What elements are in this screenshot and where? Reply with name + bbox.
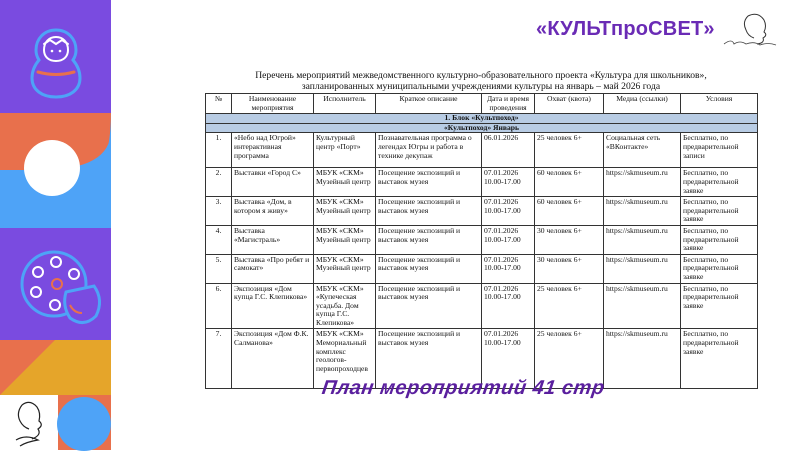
cell-cond: Бесплатно, по предварительной заявке [681,283,758,329]
col-header: Краткое описание [376,94,482,114]
cell-cond: Бесплатно, по предварительной заявке [681,168,758,197]
cell-exec: МБУК «СКМ» Мемориальный комплекс геологов-первопроходцев [314,329,376,389]
cell-desc: Посещение экспозиций и выставок музея [376,168,482,197]
cell-date: 07.01.2026 10.00-17.00 [482,168,535,197]
table-row [206,283,758,329]
table-header [206,94,758,114]
title-line-1: Перечень мероприятий межведомственного культурно-образовательного проекта «Культура для школьников», [255,70,707,81]
cell-quota: 25 человек 6+ [535,283,604,329]
cell-n: 2. [206,168,232,197]
cell-desc: Посещение экспозиций и выставок музея [376,197,482,226]
cell-media: https://skmuseum.ru [604,254,681,283]
cell-cond: Бесплатно, по предварительной записи [681,133,758,168]
col-header: Условия [681,94,758,114]
pushkin-signature-logo [716,10,788,52]
cell-n: 1. [206,133,232,168]
cell-date: 07.01.2026 10.00-17.00 [482,283,535,329]
footer-caption: План мероприятий 41 стр [320,377,607,399]
cell-quota: 30 человек 6+ [535,254,604,283]
col-header: Исполнитель [314,94,376,114]
cell-desc: Посещение экспозиций и выставок музея [376,283,482,329]
cell-desc: Посещение экспозиций и выставок музея [376,329,482,389]
cell-exec: МБУК «СКМ» Музейный центр [314,225,376,254]
title-line-2: запланированных муниципальными учреждениями культуры на январь – май 2026 года [301,81,661,92]
cell-name: Выставка «Магистраль» [232,225,314,254]
cell-media: https://skmuseum.ru [604,168,681,197]
cell-exec: МБУК «СКМ» Музейный центр [314,197,376,226]
cell-name: Выставка «Дом, в котором я живу» [232,197,314,226]
cell-media: https://skmuseum.ru [604,225,681,254]
cell-quota: 60 человек 6+ [535,197,604,226]
cell-name: Выставки «Город С» [232,168,314,197]
cell-exec: Культурный центр «Порт» [314,133,376,168]
cell-quota: 25 человек 6+ [535,329,604,389]
table-row [206,133,758,168]
cell-name: Выставка «Про ребят и самокат» [232,254,314,283]
table-row [206,225,758,254]
cell-n: 4. [206,225,232,254]
cell-quota: 60 человек 6+ [535,168,604,197]
cell-media: https://skmuseum.ru [604,197,681,226]
cell-date: 07.01.2026 10.00-17.00 [482,329,535,389]
col-header: Медиа (ссылки) [604,94,681,114]
decorative-sidebar [0,0,111,450]
table-row [206,254,758,283]
cell-n: 5. [206,254,232,283]
cell-exec: МБУК «СКМ» «Купеческая усадьба. Дом купца Г.С. Клепикова» [314,283,376,329]
cell-quota: 25 человек 6+ [535,133,604,168]
table-row [206,168,758,197]
cell-cond: Бесплатно, по предварительной заявке [681,225,758,254]
cell-quota: 30 человек 6+ [535,225,604,254]
cell-n: 3. [206,197,232,226]
cell-desc: Познавательная программа о легендах Югры и работа в технике декупаж [376,133,482,168]
cell-exec: МБУК «СКМ» Музейный центр [314,168,376,197]
col-header: Дата и время проведения [482,94,535,114]
cell-n: 7. [206,329,232,389]
events-table [205,93,758,389]
cell-name: «Небо над Югрой» интерактивная программа [232,133,314,168]
cell-date: 07.01.2026 10.00-17.00 [482,254,535,283]
col-header: Охват (квота) [535,94,604,114]
events-table-container [205,93,765,373]
brand-title: «КУЛЬТпроСВЕТ» [536,18,715,40]
block-title: 1. Блок «Культпоход» [206,114,758,124]
cell-cond: Бесплатно, по предварительной заявке [681,329,758,389]
cell-desc: Посещение экспозиций и выставок музея [376,225,482,254]
cell-media: https://skmuseum.ru [604,329,681,389]
cell-date: 07.01.2026 10.00-17.00 [482,225,535,254]
cell-cond: Бесплатно, по предварительной заявке [681,254,758,283]
cell-exec: МБУК «СКМ» Музейный центр [314,254,376,283]
cell-cond: Бесплатно, по предварительной заявке [681,197,758,226]
col-header: Наименование мероприятия [232,94,314,114]
table-row [206,197,758,226]
cell-date: 06.01.2026 [482,133,535,168]
sub-title: «Культпоход» Январь [206,123,758,133]
document-title [205,70,757,92]
cell-media: https://skmuseum.ru [604,283,681,329]
cell-name: Экспозиция «Дом купца Г.С. Клепикова» [232,283,314,329]
cell-n: 6. [206,283,232,329]
col-header: № [206,94,232,114]
cell-name: Экспозиция «Дом Ф.К. Салманова» [232,329,314,389]
cell-media: Социальная сеть «ВКонтакте» [604,133,681,168]
cell-date: 07.01.2026 10.00-17.00 [482,197,535,226]
cell-desc: Посещение экспозиций и выставок музея [376,254,482,283]
